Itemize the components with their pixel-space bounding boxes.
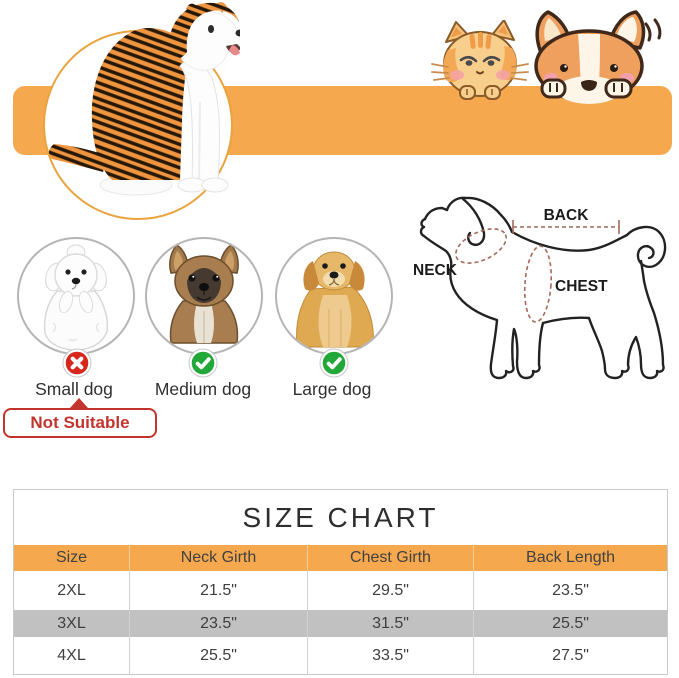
small-dog-label: Small dog (35, 379, 113, 399)
size-chart-table (13, 489, 668, 675)
table-cell: 25.5" (130, 637, 308, 674)
table-cell: 33.5" (308, 637, 474, 674)
size-chart-title: SIZE CHART (242, 501, 439, 533)
small-dog-photo (17, 237, 135, 355)
check-icon (188, 348, 218, 378)
table-cell: 29.5" (308, 571, 474, 610)
back-label: BACK (543, 207, 589, 224)
corgi-icon (518, 8, 664, 104)
col-header-chest-girth: Chest Girth (308, 545, 474, 571)
table-cell: 25.5" (474, 610, 667, 637)
not-suitable-text: Not Suitable (30, 413, 130, 432)
not-suitable-callout (3, 408, 157, 438)
chest-label: CHEST (555, 278, 608, 295)
check-icon (319, 348, 349, 378)
small-dog-icon (19, 239, 133, 353)
table-cell: 21.5" (130, 571, 308, 610)
table-cell: 31.5" (308, 610, 474, 637)
x-icon (62, 348, 92, 378)
size-chart-grid (14, 545, 667, 674)
table-cell: 23.5" (552, 581, 589, 599)
callout-arrow (70, 398, 88, 408)
table-cell: 3XL (14, 610, 130, 637)
table-cell: 27.5" (552, 646, 589, 664)
medium-dog-photo (145, 237, 263, 355)
medium-dog-icon (147, 239, 261, 353)
table-cell: 4XL (14, 637, 130, 674)
col-header-size: Size (14, 545, 130, 571)
dog-measurement-diagram (405, 183, 677, 400)
large-dog-label: Large dog (292, 379, 372, 399)
large-dog-photo (275, 237, 393, 355)
table-cell: 23.5" (130, 610, 308, 637)
col-header-neck-girth: Neck Girth (130, 545, 308, 571)
tiger-costume-dog-icon (40, 2, 240, 198)
col-header-back-length: Back Length (474, 545, 667, 571)
large-dog-icon (277, 239, 391, 353)
table-cell: 2XL (14, 571, 130, 610)
medium-dog-label: Medium dog (154, 379, 252, 399)
cat-icon (428, 20, 532, 100)
neck-label: NECK (413, 262, 457, 279)
